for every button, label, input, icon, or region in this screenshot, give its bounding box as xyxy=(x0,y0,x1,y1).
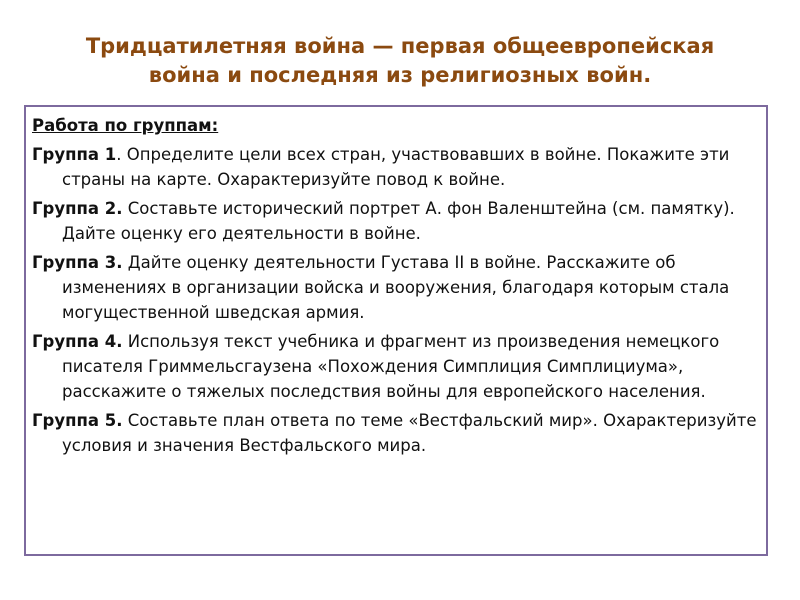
group-1-task xyxy=(32,142,760,192)
group-4-task xyxy=(32,329,760,404)
group-1-text: . Определите цели всех стран, участвовавших в войне. Покажите эти страны на карте. Охарактеризуйте повод к войне. xyxy=(62,145,730,189)
slide-title-line-2: война и последняя из религиозных войн. xyxy=(148,63,652,87)
group-3-label: Группа 3. xyxy=(32,253,123,272)
slide-title xyxy=(20,32,780,90)
group-5-label: Группа 5. xyxy=(32,411,123,430)
content-box xyxy=(24,105,768,556)
group-4-label: Группа 4. xyxy=(32,332,123,351)
group-4-text: Используя текст учебника и фрагмент из произведения немецкого писателя Гриммельсгаузена «Похождения Симплиция Симплициума», расскажите о тяжелых последствия войны для европейского населения. xyxy=(62,332,720,401)
group-work-heading: Работа по группам: xyxy=(32,116,219,135)
group-2-text: Составьте исторический портрет А. фон Валенштейна (см. памятку). Дайте оценку его деятельности в войне. xyxy=(62,199,735,243)
group-5-text: Составьте план ответа по теме «Вестфальский мир». Охарактеризуйте условия и значения Вестфальского мира. xyxy=(62,411,757,455)
group-2-task xyxy=(32,196,760,246)
group-3-task xyxy=(32,250,760,325)
group-1-label: Группа 1 xyxy=(32,145,117,164)
group-2-label: Группа 2. xyxy=(32,199,123,218)
group-5-task xyxy=(32,408,760,458)
group-3-text: Дайте оценку деятельности Густава II в войне. Расскажите об изменениях в организации войска и вооружения, благодаря которым стала могущественной шведская армия. xyxy=(62,253,730,322)
slide-title-line-1: Тридцатилетняя война — первая общеевропейская xyxy=(85,34,715,58)
